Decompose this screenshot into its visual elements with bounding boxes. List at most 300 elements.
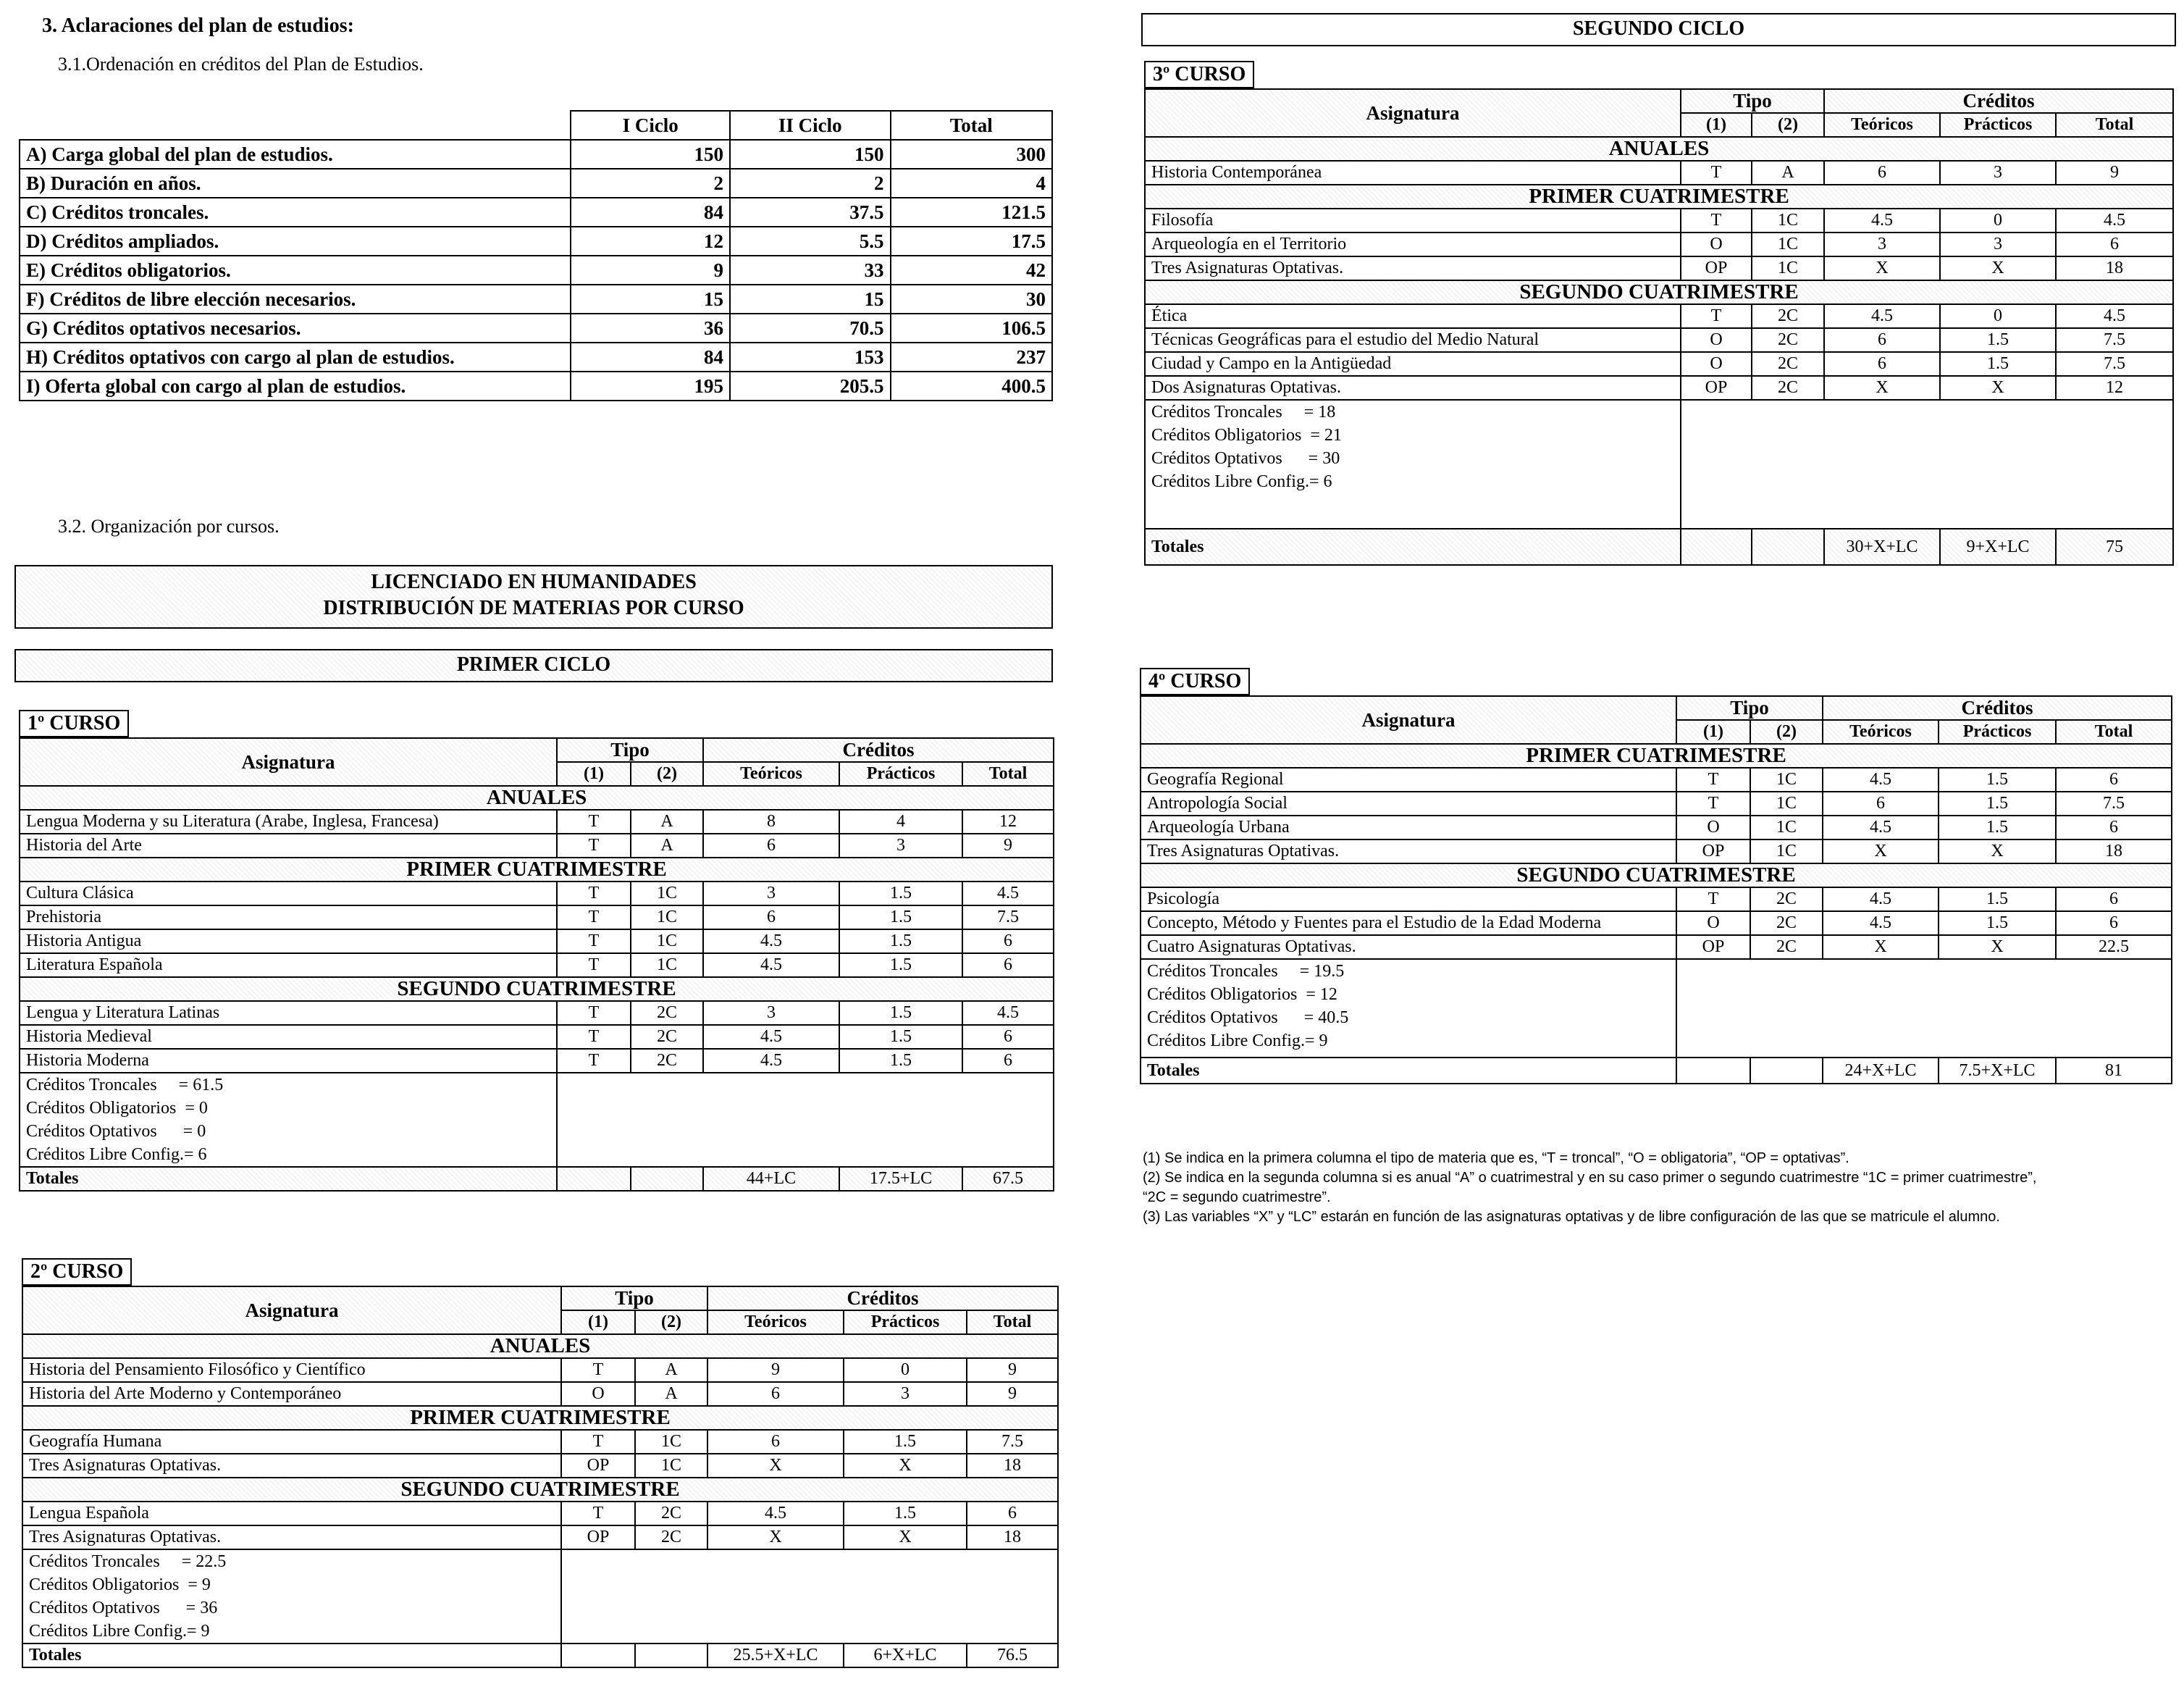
creditos-header: Créditos: [1824, 89, 2173, 113]
tipo-1: OP: [1681, 376, 1752, 400]
credits-summary: [1141, 959, 1676, 1058]
tipo-1: O: [1681, 328, 1752, 352]
tipo-1: T: [561, 1358, 635, 1382]
teoricos-header: Teóricos: [703, 762, 839, 786]
subject-name: Ciudad y Campo en la Antigüedad: [1145, 352, 1681, 376]
curso-1-block: [19, 710, 1053, 1192]
tipo-1: T: [561, 1430, 635, 1454]
subject-name: Cuatro Asignaturas Optativas.: [1141, 935, 1676, 959]
total: 6: [2056, 887, 2172, 911]
tipo-1: T: [1681, 209, 1752, 233]
subject-name: Historia Antigua: [20, 929, 557, 953]
tipo-2-header: (2): [631, 762, 703, 786]
practicos: 0: [1940, 304, 2056, 328]
practicos-header: Prácticos: [1939, 720, 2056, 744]
subject-row: [1141, 911, 2172, 935]
tipo-1: T: [1681, 304, 1752, 328]
tipo-2: 2C: [1750, 887, 1823, 911]
totales-label: Totales: [1141, 1058, 1676, 1084]
summary-line: Créditos Troncales = 61.5: [26, 1076, 224, 1094]
practicos: 1.5: [844, 1502, 967, 1525]
teoricos: 4.5: [703, 1049, 839, 1073]
footnote-2-cont: “2C = segundo cuatrimestre”.: [1143, 1189, 1331, 1205]
totales-label: Totales: [20, 1167, 557, 1191]
subject-name: Historia del Arte: [20, 834, 557, 858]
tipo-1: T: [557, 834, 631, 858]
practicos: 3: [839, 834, 962, 858]
curso-table: [1140, 695, 2172, 1084]
teoricos: 4.5: [703, 953, 839, 977]
header-i-ciclo: I Ciclo: [571, 111, 730, 140]
totales-practicos: 9+X+LC: [1940, 529, 2056, 565]
section-header-segundo: SEGUNDO CUATRIMESTRE: [20, 977, 1054, 1001]
practicos: 4: [839, 810, 962, 834]
subject-row: [1141, 839, 2172, 863]
curso-2-block: [22, 1258, 1057, 1668]
header-total: Total: [891, 111, 1052, 140]
practicos: 1.5: [839, 1049, 962, 1073]
tipo-2: 1C: [635, 1454, 707, 1478]
tipo-1: O: [1681, 233, 1752, 256]
teoricos-header: Teóricos: [707, 1310, 844, 1334]
tipo-1-header: (1): [1676, 720, 1750, 744]
totales-total: 67.5: [962, 1167, 1054, 1191]
subject-row: [1145, 233, 2173, 256]
totales-teoricos: 25.5+X+LC: [707, 1644, 844, 1667]
tipo-2: 1C: [1752, 209, 1824, 233]
totales-label: Totales: [22, 1644, 561, 1667]
tipo-1: O: [561, 1382, 635, 1406]
tipo-2: 2C: [631, 1049, 703, 1073]
credits-row-value: 9: [571, 256, 730, 285]
credits-row: [20, 256, 1052, 285]
section-header-anuales: ANUALES: [1145, 137, 2173, 161]
section-header-anuales: ANUALES: [22, 1334, 1058, 1358]
credits-row-value: 15: [730, 285, 891, 314]
teoricos: 3: [703, 1001, 839, 1025]
teoricos: 4.5: [707, 1502, 844, 1525]
tipo-1: T: [1676, 887, 1750, 911]
tipo-2: A: [631, 810, 703, 834]
tipo-2: 1C: [631, 882, 703, 905]
practicos: 1.5: [1939, 911, 2056, 935]
subject-row: [1145, 304, 2173, 328]
practicos: X: [1940, 256, 2056, 280]
subject-row: [1145, 352, 2173, 376]
teoricos: 9: [707, 1358, 844, 1382]
summary-line: Créditos Optativos = 36: [29, 1599, 218, 1617]
subject-name: Arqueología Urbana: [1141, 816, 1676, 839]
asignatura-header: Asignatura: [20, 738, 557, 786]
subject-row: [1145, 161, 2173, 185]
subject-name: Historia Medieval: [20, 1025, 557, 1049]
curso-table: [19, 737, 1054, 1192]
tipo-2: 1C: [631, 929, 703, 953]
total: 18: [2056, 256, 2173, 280]
credits-row-value: 17.5: [891, 227, 1052, 256]
tipo-1: O: [1681, 352, 1752, 376]
total: 7.5: [2056, 352, 2173, 376]
tipo-1: T: [1676, 792, 1750, 816]
credits-row-label: A) Carga global del plan de estudios.: [20, 140, 571, 169]
subject-name: Dos Asignaturas Optativas.: [1145, 376, 1681, 400]
practicos: X: [844, 1525, 967, 1549]
teoricos: 6: [1823, 792, 1939, 816]
credits-row-value: 4: [891, 169, 1052, 198]
practicos: X: [1939, 935, 2056, 959]
tipo-1: T: [557, 1025, 631, 1049]
totales-tipo-2: [1750, 1058, 1823, 1084]
credits-row: [20, 314, 1052, 343]
section-header-primer: PRIMER CUATRIMESTRE: [22, 1406, 1058, 1430]
subject-row: [1141, 792, 2172, 816]
tipo-2: 2C: [635, 1525, 707, 1549]
practicos: 1.5: [839, 1001, 962, 1025]
total: 9: [2056, 161, 2173, 185]
teoricos: X: [1824, 256, 1940, 280]
total: 7.5: [962, 905, 1054, 929]
subsection-32-title: 3.2. Organización por cursos.: [58, 516, 280, 537]
summary-line: Créditos Troncales = 19.5: [1147, 962, 1345, 981]
total: 6: [2056, 816, 2172, 839]
credits-summary: [1145, 400, 1681, 529]
practicos-header: Prácticos: [1940, 113, 2056, 137]
creditos-header: Créditos: [1823, 696, 2172, 720]
tipo-2: 2C: [1750, 911, 1823, 935]
tipo-2: 2C: [1752, 376, 1824, 400]
tipo-1: T: [1681, 161, 1752, 185]
subject-row: [1145, 256, 2173, 280]
summary-line: Créditos Libre Config.= 6: [1151, 472, 1332, 491]
credits-row: [20, 285, 1052, 314]
tipo-2: A: [1752, 161, 1824, 185]
teoricos: 6: [1824, 161, 1940, 185]
totales-tipo-1: [557, 1167, 631, 1191]
tipo-2: 1C: [1750, 839, 1823, 863]
teoricos: X: [707, 1454, 844, 1478]
tipo-2: 1C: [631, 953, 703, 977]
total: 22.5: [2056, 935, 2172, 959]
credits-row-label: G) Créditos optativos necesarios.: [20, 314, 571, 343]
summary-line: Créditos Libre Config.= 9: [29, 1622, 210, 1641]
subject-name: Historia Moderna: [20, 1049, 557, 1073]
credits-row-value: 33: [730, 256, 891, 285]
segundo-ciclo-banner: SEGUNDO CICLO: [1141, 13, 2176, 46]
totales-practicos: 17.5+LC: [839, 1167, 962, 1191]
tipo-header: Tipo: [1681, 89, 1824, 113]
curso-tag: 4º CURSO: [1140, 668, 1250, 695]
tipo-1: OP: [561, 1454, 635, 1478]
asignatura-header: Asignatura: [1145, 89, 1681, 137]
credits-summary: [22, 1549, 561, 1644]
total: 6: [2056, 233, 2173, 256]
subject-name: Prehistoria: [20, 905, 557, 929]
total: 4.5: [962, 1001, 1054, 1025]
teoricos: 4.5: [1823, 816, 1939, 839]
tipo-1: T: [557, 929, 631, 953]
subject-row: [22, 1382, 1058, 1406]
subject-row: [22, 1502, 1058, 1525]
section-header-segundo: SEGUNDO CUATRIMESTRE: [1141, 863, 2172, 887]
tipo-1: T: [561, 1502, 635, 1525]
tipo-header: Tipo: [1676, 696, 1823, 720]
total: 6: [2056, 911, 2172, 935]
practicos: 1.5: [1939, 816, 2056, 839]
totales-tipo-2: [1752, 529, 1824, 565]
curso-tag: 1º CURSO: [19, 710, 129, 737]
total: 18: [967, 1454, 1058, 1478]
credits-row-value: 30: [891, 285, 1052, 314]
summary-empty: [1681, 400, 2173, 529]
summary-empty: [1676, 959, 2172, 1058]
subject-row: [20, 953, 1054, 977]
practicos: 0: [844, 1358, 967, 1382]
totales-tipo-1: [1676, 1058, 1750, 1084]
credits-row-label: B) Duración en años.: [20, 169, 571, 198]
subject-row: [1141, 768, 2172, 792]
tipo-2: 1C: [1752, 233, 1824, 256]
subject-row: [20, 810, 1054, 834]
total: 9: [962, 834, 1054, 858]
summary-line: Créditos Optativos = 30: [1151, 449, 1340, 468]
teoricos: X: [1823, 839, 1939, 863]
subject-name: Tres Asignaturas Optativas.: [22, 1454, 561, 1478]
subject-row: [1145, 209, 2173, 233]
subject-name: Tres Asignaturas Optativas.: [22, 1525, 561, 1549]
credits-row-value: 12: [571, 227, 730, 256]
credits-table: [19, 110, 1053, 401]
subject-row: [20, 929, 1054, 953]
practicos: 1.5: [1939, 768, 2056, 792]
credits-row-value: 42: [891, 256, 1052, 285]
tipo-1: T: [557, 1001, 631, 1025]
teoricos: 6: [703, 834, 839, 858]
summary-line: Créditos Obligatorios = 12: [1147, 985, 1337, 1004]
credits-row-value: 106.5: [891, 314, 1052, 343]
totales-tipo-2: [631, 1167, 703, 1191]
practicos: 1.5: [1939, 887, 2056, 911]
credits-row-value: 195: [571, 372, 730, 401]
practicos: 0: [1940, 209, 2056, 233]
tipo-2: 1C: [1750, 792, 1823, 816]
subject-name: Filosofía: [1145, 209, 1681, 233]
total: 9: [967, 1358, 1058, 1382]
curso-tag: 2º CURSO: [22, 1258, 132, 1286]
tipo-1: O: [1676, 911, 1750, 935]
total: 12: [2056, 376, 2173, 400]
credits-row-value: 300: [891, 140, 1052, 169]
practicos: 1.5: [839, 929, 962, 953]
subject-name: Lengua Moderna y su Literatura (Arabe, Inglesa, Francesa): [20, 810, 557, 834]
subject-row: [22, 1430, 1058, 1454]
credits-row-label: E) Créditos obligatorios.: [20, 256, 571, 285]
tipo-1: T: [557, 1049, 631, 1073]
summary-line: Créditos Obligatorios = 9: [29, 1575, 211, 1594]
credits-row-value: 400.5: [891, 372, 1052, 401]
tipo-2: 2C: [631, 1025, 703, 1049]
practicos: X: [1939, 839, 2056, 863]
subject-name: Antropología Social: [1141, 792, 1676, 816]
summary-line: Créditos Optativos = 40.5: [1147, 1008, 1349, 1027]
summary-line: Créditos Libre Config.= 9: [1147, 1031, 1328, 1050]
totales-tipo-2: [635, 1644, 707, 1667]
total: 7.5: [2056, 328, 2173, 352]
subject-name: Psicología: [1141, 887, 1676, 911]
tipo-header: Tipo: [561, 1286, 707, 1310]
credits-row-label: F) Créditos de libre elección necesarios.: [20, 285, 571, 314]
total: 6: [2056, 768, 2172, 792]
tipo-2: 2C: [1750, 935, 1823, 959]
totales-practicos: 7.5+X+LC: [1939, 1058, 2056, 1084]
total-header: Total: [962, 762, 1054, 786]
practicos-header: Prácticos: [839, 762, 962, 786]
curso-3-block: [1144, 61, 2172, 566]
totales-tipo-1: [1681, 529, 1752, 565]
tipo-1: O: [1676, 816, 1750, 839]
teoricos: 4.5: [1823, 911, 1939, 935]
practicos: 1.5: [844, 1430, 967, 1454]
subject-name: Arqueología en el Territorio: [1145, 233, 1681, 256]
subject-row: [1141, 816, 2172, 839]
section-header-segundo: SEGUNDO CUATRIMESTRE: [22, 1478, 1058, 1502]
total: 6: [962, 929, 1054, 953]
subject-row: [20, 905, 1054, 929]
practicos: 3: [1940, 233, 2056, 256]
teoricos: 6: [707, 1382, 844, 1406]
credits-row-label: D) Créditos ampliados.: [20, 227, 571, 256]
tipo-2-header: (2): [635, 1310, 707, 1334]
tipo-1: OP: [1676, 935, 1750, 959]
practicos: 1.5: [839, 953, 962, 977]
total: 18: [2056, 839, 2172, 863]
footnote-1: (1) Se indica en la primera columna el tipo de materia que es, “T = troncal”, “O = obligatoria”, “OP = optativas”.: [1143, 1150, 1849, 1166]
credits-row-value: 150: [571, 140, 730, 169]
degree-banner: [14, 565, 1053, 629]
total: 6: [962, 953, 1054, 977]
subject-name: Concepto, Método y Fuentes para el Estudio de la Edad Moderna: [1141, 911, 1676, 935]
subject-row: [22, 1525, 1058, 1549]
teoricos-header: Teóricos: [1824, 113, 1940, 137]
subject-name: Historia Contemporánea: [1145, 161, 1681, 185]
credits-row-value: 153: [730, 343, 891, 372]
asignatura-header: Asignatura: [1141, 696, 1676, 744]
teoricos: 6: [1824, 352, 1940, 376]
teoricos: 4.5: [1823, 768, 1939, 792]
tipo-header: Tipo: [557, 738, 703, 762]
teoricos: 8: [703, 810, 839, 834]
credits-row-value: 205.5: [730, 372, 891, 401]
credits-table-header: [20, 111, 1052, 140]
credits-row-value: 70.5: [730, 314, 891, 343]
teoricos: 3: [1824, 233, 1940, 256]
subject-row: [20, 1049, 1054, 1073]
tipo-2: 2C: [631, 1001, 703, 1025]
tipo-1: T: [557, 882, 631, 905]
tipo-2: 1C: [1750, 768, 1823, 792]
subject-row: [1145, 376, 2173, 400]
section-title: 3. Aclaraciones del plan de estudios:: [42, 14, 354, 37]
credits-summary: [20, 1073, 557, 1167]
credits-row-label: H) Créditos optativos con cargo al plan de estudios.: [20, 343, 571, 372]
totales-total: 81: [2056, 1058, 2172, 1084]
curso-table: [22, 1286, 1059, 1668]
practicos: 3: [1940, 161, 2056, 185]
subject-name: Lengua Española: [22, 1502, 561, 1525]
distribution-title: DISTRIBUCIÓN DE MATERIAS POR CURSO: [323, 597, 744, 619]
totales-label: Totales: [1145, 529, 1681, 565]
tipo-1-header: (1): [1681, 113, 1752, 137]
teoricos: X: [1824, 376, 1940, 400]
teoricos: 4.5: [1824, 304, 1940, 328]
total: 4.5: [2056, 209, 2173, 233]
subject-name: Historia del Arte Moderno y Contemporáneo: [22, 1382, 561, 1406]
tipo-2: 1C: [1750, 816, 1823, 839]
subject-name: Literatura Española: [20, 953, 557, 977]
creditos-header: Créditos: [707, 1286, 1058, 1310]
tipo-1: T: [557, 810, 631, 834]
subsection-31-title: 3.1.Ordenación en créditos del Plan de Estudios.: [58, 54, 424, 75]
tipo-1: OP: [561, 1525, 635, 1549]
footnotes: [1143, 1149, 2175, 1227]
credits-row-value: 37.5: [730, 198, 891, 227]
section-header-anuales: ANUALES: [20, 786, 1054, 810]
total: 6: [967, 1502, 1058, 1525]
primer-ciclo-banner: PRIMER CICLO: [14, 649, 1053, 682]
section-header-primer: PRIMER CUATRIMESTRE: [20, 858, 1054, 882]
credits-row: [20, 372, 1052, 401]
credits-row-value: 237: [891, 343, 1052, 372]
summary-line: Créditos Troncales = 22.5: [29, 1552, 227, 1571]
subject-row: [22, 1358, 1058, 1382]
subject-row: [20, 834, 1054, 858]
tipo-1: T: [1676, 768, 1750, 792]
subject-row: [22, 1454, 1058, 1478]
tipo-1: OP: [1676, 839, 1750, 863]
totales-teoricos: 44+LC: [703, 1167, 839, 1191]
credits-row-value: 2: [571, 169, 730, 198]
curso-tag: 3º CURSO: [1144, 61, 1254, 88]
summary-line: Créditos Libre Config.= 6: [26, 1145, 207, 1164]
header-ii-ciclo: II Ciclo: [730, 111, 891, 140]
subject-name: Historia del Pensamiento Filosófico y Científico: [22, 1358, 561, 1382]
asignatura-header: Asignatura: [22, 1286, 561, 1334]
subject-row: [20, 1025, 1054, 1049]
tipo-2: 1C: [631, 905, 703, 929]
subject-name: Tres Asignaturas Optativas.: [1141, 839, 1676, 863]
totales-practicos: 6+X+LC: [844, 1644, 967, 1667]
subject-row: [20, 882, 1054, 905]
credits-row-label: I) Oferta global con cargo al plan de estudios.: [20, 372, 571, 401]
credits-row-value: 15: [571, 285, 730, 314]
subject-row: [1141, 887, 2172, 911]
credits-row: [20, 169, 1052, 198]
totales-teoricos: 30+X+LC: [1824, 529, 1940, 565]
totales-teoricos: 24+X+LC: [1823, 1058, 1939, 1084]
totales-total: 76.5: [967, 1644, 1058, 1667]
section-header-primer: PRIMER CUATRIMESTRE: [1141, 744, 2172, 768]
teoricos: 6: [1824, 328, 1940, 352]
subject-row: [20, 1001, 1054, 1025]
practicos: 1.5: [839, 882, 962, 905]
summary-line: Créditos Optativos = 0: [26, 1122, 206, 1141]
subject-name: Ética: [1145, 304, 1681, 328]
total: 6: [962, 1049, 1054, 1073]
teoricos: 3: [703, 882, 839, 905]
subject-name: Cultura Clásica: [20, 882, 557, 905]
practicos: 3: [844, 1382, 967, 1406]
totales-tipo-1: [561, 1644, 635, 1667]
subject-name: Lengua y Literatura Latinas: [20, 1001, 557, 1025]
